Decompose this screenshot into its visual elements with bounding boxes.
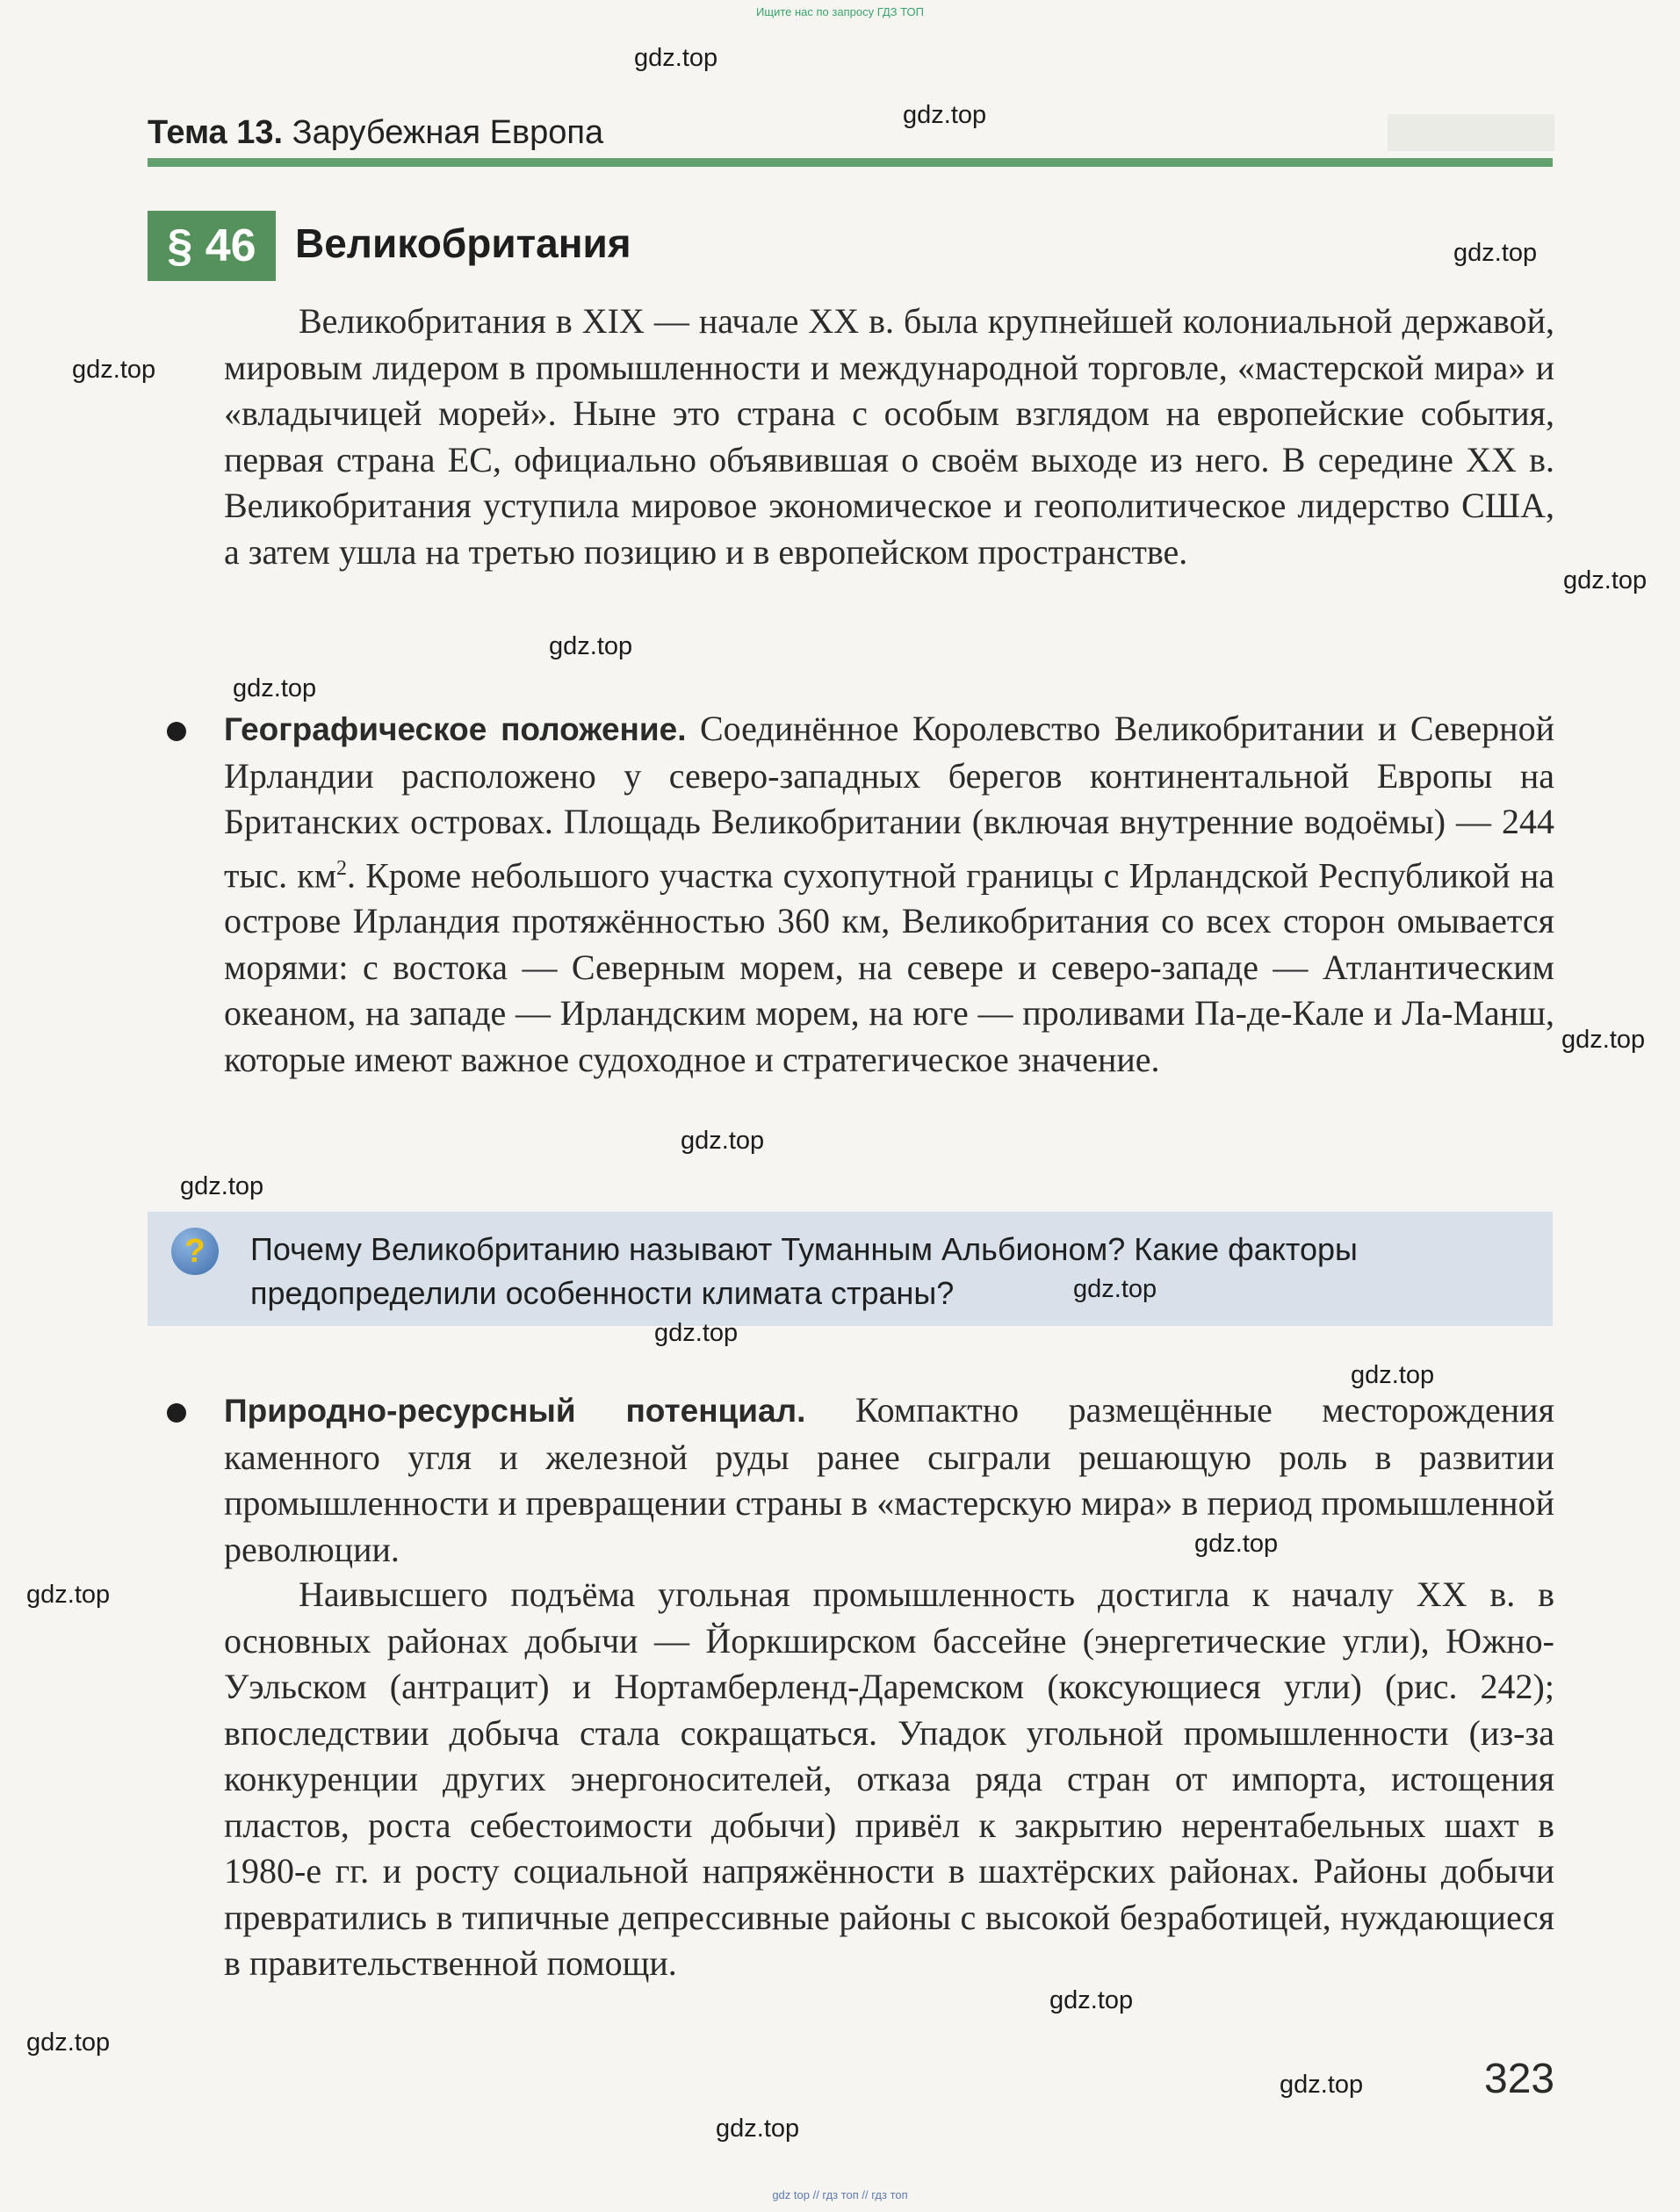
geo-superscript: 2 xyxy=(336,856,348,880)
watermark: gdz.top xyxy=(1453,239,1538,267)
watermark: gdz.top xyxy=(1194,1530,1279,1558)
bleed-through-band xyxy=(1388,114,1554,151)
section-number-badge: § 46 xyxy=(148,211,276,281)
watermark: gdz.top xyxy=(1073,1275,1157,1303)
watermark: gdz.top xyxy=(72,356,156,384)
topic-title: Зарубежная Европа xyxy=(292,114,604,151)
watermark: gdz.top xyxy=(549,632,633,660)
section-title: Великобритания xyxy=(295,220,631,266)
header-rule xyxy=(148,158,1553,167)
watermark: gdz.top xyxy=(634,44,718,72)
bullet-icon xyxy=(167,722,186,741)
geo-text-a: Соединённое Королевство Великобритании и Северной Ирландии расположено у северо-западных берегов континентальной Европы на Британских островах. Площадь Великобритании (включая внутренние водоёмы) — 244 тыс. км xyxy=(224,709,1554,895)
resources-paragraph xyxy=(224,1387,1554,1573)
geo-paragraph xyxy=(224,706,1554,1083)
watermark: gdz.top xyxy=(716,2115,800,2143)
watermark: gdz.top xyxy=(26,2028,111,2057)
watermark: gdz.top xyxy=(180,1172,264,1200)
geo-lead: Географическое положение. xyxy=(224,711,687,747)
watermark: gdz.top xyxy=(654,1319,739,1347)
geo-text-b: . Кроме небольшого участка сухопутной границы с Ирландской Республикой на острове Ирландия протяжённостью 360 км, Великобритания со всех сторон омывается морями: с востока — Северным морем, на севере и северо-западе — Атлантическим океаном, на западе — Ирландским морем, на юге — проливами Па-де-Кале и Ла-Манш, которые имеют важное судоходное и стратегическое значение. xyxy=(224,854,1555,1079)
coal-paragraph: Наивысшего подъёма угольная промышленность достигла к началу XX в. в основных районах добычи — Йоркширском бассейне (энергетические угли), Южно-Уэльском (антрацит) и Нортамберленд-Даремском (коксующиеся угли) (рис. 242); впоследствии добыча стала сокращаться. Упадок угольной промышленности (из-за конкуренции других энергоносителей, отказа ряда стран от импорта, истощения пластов, роста себестоимости добычи) привёл к закрытию нерентабельных шахт в 1980-е гг. и росту социальной напряжённости в шахтёрских районах. Районы добычи превратились в типичные депрессивные районы с высокой безработицей, нуждающиеся в правительственной помощи. xyxy=(224,1574,1554,1983)
watermark: gdz.top xyxy=(1280,2071,1364,2099)
top-note: Ищите нас по запросу ГДЗ ТОП xyxy=(756,5,924,18)
intro-paragraph: Великобритания в XIX — начале XX в. была крупнейшей колониальной державой, мировым лидером в промышленности и международной торговле, «мастерской мира» и «владычицей морей». Ныне это страна с особым взглядом на европейские события, первая страна ЕС, официально объявившая о своём выходе из него. В середине XX в. Великобритания уступила мировое экономическое и геополитическое лидерство США, а затем ушла на третью позицию и в европейском пространстве. xyxy=(224,301,1554,572)
page-number: 323 xyxy=(1484,2056,1555,2102)
resources-lead: Природно-ресурсный потенциал. xyxy=(224,1393,806,1429)
watermark: gdz.top xyxy=(681,1127,765,1155)
watermark: gdz.top xyxy=(1049,1986,1134,2014)
bullet-icon xyxy=(167,1403,186,1423)
watermark: gdz.top xyxy=(1561,1026,1646,1054)
watermark: gdz.top xyxy=(1351,1361,1435,1389)
question-text: Почему Великобританию называют Туманным Альбионом? Какие факторы предопределили особенности климата страны? xyxy=(250,1231,1358,1311)
topic-header xyxy=(148,114,603,152)
watermark: gdz.top xyxy=(26,1581,111,1609)
topic-label: Тема 13. xyxy=(148,114,284,151)
watermark: gdz.top xyxy=(1563,566,1648,594)
question-icon: ? xyxy=(171,1228,219,1275)
watermark: gdz.top xyxy=(233,674,317,703)
watermark: gdz.top xyxy=(903,101,987,129)
bottom-note: gdz top // гдз топ // гдз топ xyxy=(772,2188,908,2201)
resources-text: Компактно размещённые месторождения каменного угля и железной руды ранее сыграли решающую роль в развитии промышленности и превращении страны в «мастерскую мира» в период промышленной революции. xyxy=(224,1390,1554,1569)
